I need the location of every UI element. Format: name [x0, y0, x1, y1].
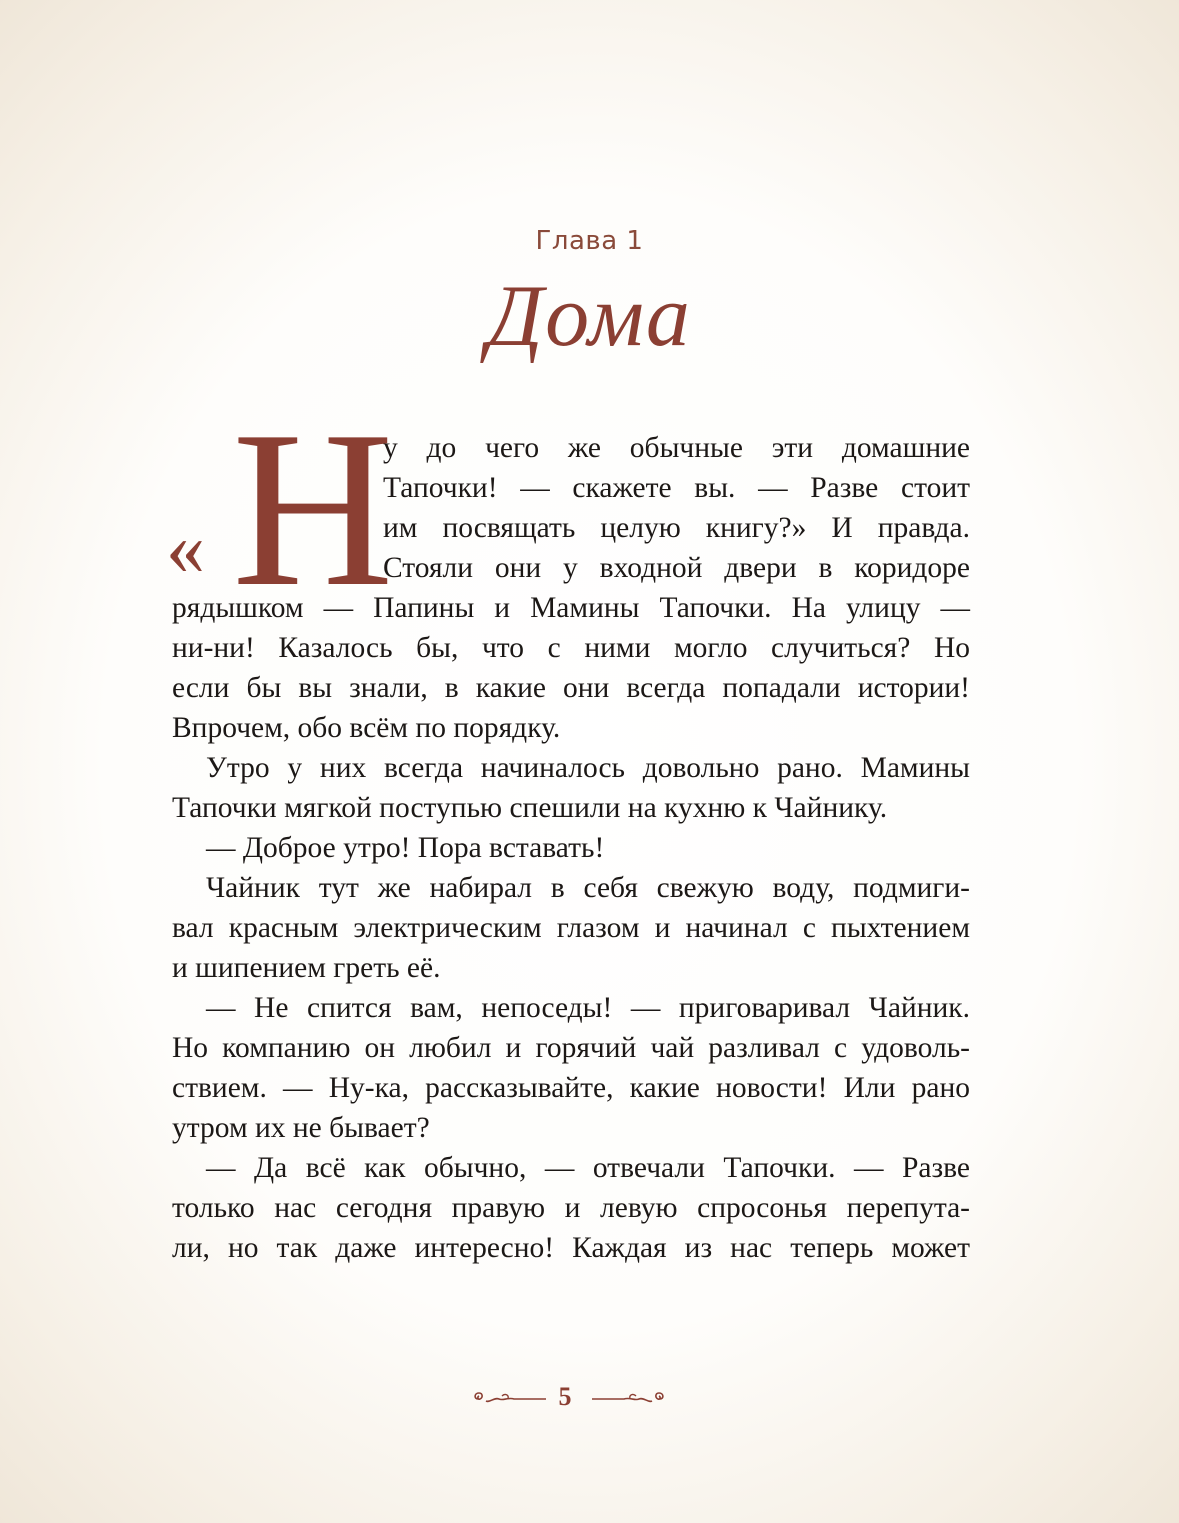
text-line: рядышком — Папины и Мамины Тапочки. На улицу —: [172, 592, 970, 624]
text-line: утром их не бывает?: [172, 1112, 430, 1144]
text-line: Тапочки мягкой поступью спешили на кухню к Чайнику.: [172, 792, 888, 824]
text-line: — Да всё как обычно, — отвечали Тапочки. — Разве: [206, 1152, 970, 1184]
text-line: и шипением греть её.: [172, 952, 441, 984]
text-line: — Не спится вам, непоседы! — приговаривал Чайник.: [206, 992, 970, 1024]
text-line: Тапочки! — скажете вы. — Разве стоит: [383, 472, 970, 504]
text-line: ствием. — Ну-ка, рассказывайте, какие новости! Или рано: [172, 1072, 970, 1104]
page-number: 5: [558, 1382, 572, 1411]
right-flourish-icon: [590, 1388, 666, 1408]
text-line: им посвящать целую книгу?» И правда.: [383, 512, 970, 544]
chapter-title: Дома: [487, 268, 692, 365]
text-line: Утро у них всегда начиналось довольно рано. Мамины: [206, 752, 970, 784]
text-line: если бы вы знали, в какие они всегда попадали истории!: [172, 672, 970, 704]
body-text: [172, 428, 970, 1268]
text-line: ни-ни! Казалось бы, что с ними могло случиться? Но: [172, 632, 970, 664]
text-line: Чайник тут же набирал в себя свежую воду, подмиги-: [206, 872, 970, 904]
text-line: ли, но так даже интересно! Каждая из нас теперь может: [172, 1232, 970, 1264]
text-line: Стояли они у входной двери в коридоре: [383, 552, 970, 584]
text-line: Но компанию он любил и горячий чай разливал с удоволь-: [172, 1032, 970, 1064]
text-line: только нас сегодня правую и левую спросонья перепута-: [172, 1192, 970, 1224]
drop-cap-quote: «: [166, 504, 205, 591]
left-flourish-icon: [472, 1388, 548, 1408]
text-line: у до чего же обычные эти домашние: [383, 432, 970, 464]
chapter-label: Глава 1: [535, 226, 644, 256]
text-line: — Доброе утро! Пора вставать!: [206, 832, 605, 864]
drop-cap-letter: Н: [232, 385, 394, 633]
text-line: вал красным электрическим глазом и начинал с пыхтением: [172, 912, 970, 944]
page-footer: [0, 1380, 1179, 1414]
text-line: Впрочем, обо всём по порядку.: [172, 712, 561, 744]
